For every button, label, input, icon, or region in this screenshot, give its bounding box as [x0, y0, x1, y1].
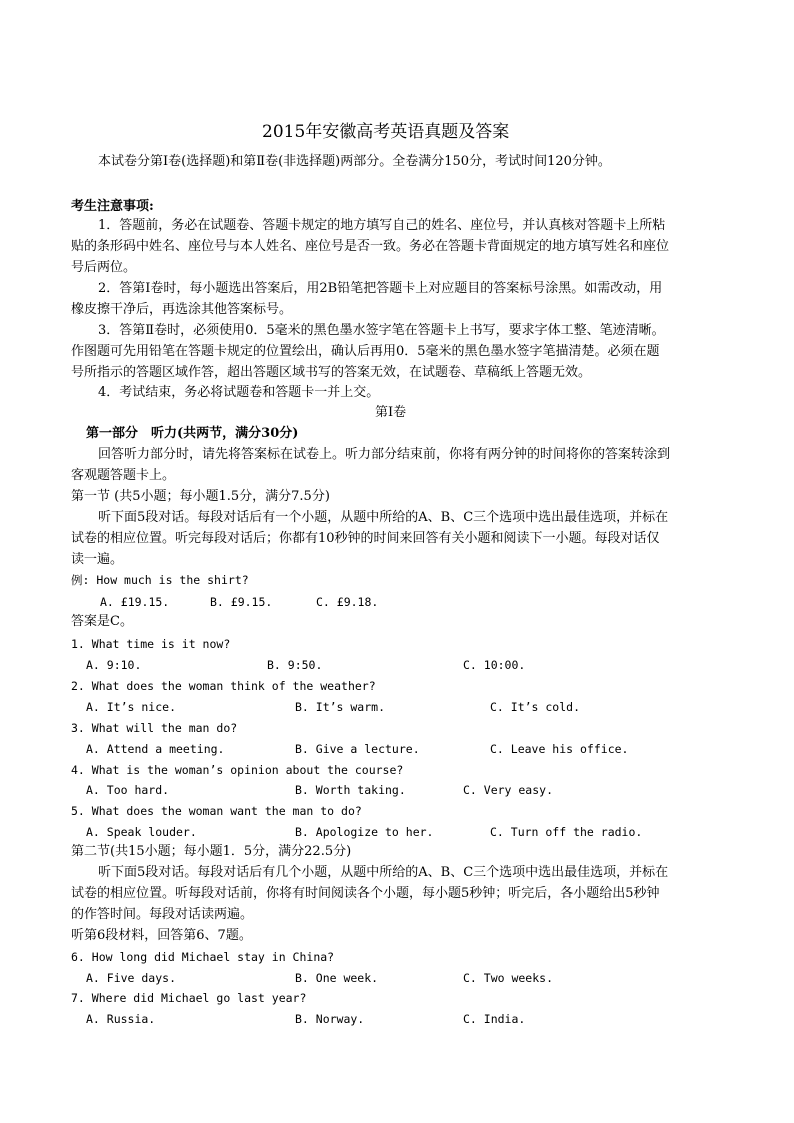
intro-text: 本试卷分第Ⅰ卷(选择题)和第Ⅱ卷(非选择题)两部分。全卷满分150分，考试时间120分钟。: [98, 154, 611, 169]
option-c: C. £9.18.: [316, 595, 379, 609]
option-c: C. Very easy.: [463, 783, 554, 797]
part1-desc: 客观题答题卡上。: [71, 468, 176, 483]
option-a: A. Russia.: [86, 1012, 156, 1026]
section1-desc: 听下面5段对话。每段对话后有一个小题，从题中所给的A、B、C三个选项中选出最佳选项，并标在: [98, 510, 669, 525]
notice-line: 4．考试结束，务必将试题卷和答题卡一并上交。: [98, 385, 380, 400]
part1-desc: 回答听力部分时，请先将答案标在试卷上。听力部分结束前，你将有两分钟的时间将你的答案转涂到: [98, 447, 671, 462]
question-text: 1. What time is it now?: [71, 637, 231, 651]
section1-heading: 第一节 (共5小题；每小题1.5分，满分7.5分): [71, 489, 330, 504]
option-c: C. India.: [463, 1012, 526, 1026]
question-text: 6. How long did Michael stay in China?: [71, 950, 335, 964]
example-answer: 答案是C。: [71, 614, 133, 629]
option-a: A. Speak louder.: [86, 825, 197, 839]
example-question: 例: How much is the shirt?: [71, 573, 249, 587]
option-a: A. Five days.: [86, 971, 177, 985]
section2-heading: 第二节(共15小题；每小题1．5分，满分22.5分): [71, 844, 352, 859]
question-text: 3. What will the man do?: [71, 721, 238, 735]
option-b: B. Apologize to her.: [295, 825, 434, 839]
option-a: A. 9:10.: [86, 658, 142, 672]
option-b: B. £9.15.: [210, 595, 273, 609]
page-title: 2015年安徽高考英语真题及答案: [262, 122, 510, 142]
volume-heading: 第Ⅰ卷: [375, 405, 407, 420]
option-b: B. It’s warm.: [295, 700, 386, 714]
section2-desc: 的作答时间。每段对话读两遍。: [71, 907, 254, 922]
question-text: 5. What does the woman want the man to do?: [71, 804, 362, 818]
section2-desc: 试卷的相应位置。听每段对话前，你将有时间阅读各个小题，每小题5秒钟；听完后，各小题给出5秒钟: [71, 886, 660, 901]
section2-desc: 听下面5段对话。每段对话后有几个小题，从题中所给的A、B、C三个选项中选出最佳选项，并标在: [98, 865, 669, 880]
option-b: B. One week.: [295, 971, 379, 985]
option-c: C. Two weeks.: [463, 971, 554, 985]
notice-line: 橡皮擦干净后，再选涂其他答案标号。: [71, 302, 293, 317]
question-text: 2. What does the woman think of the weather?: [71, 679, 376, 693]
notice-line: 2．答第Ⅰ卷时，每小题选出答案后，用2B铅笔把答题卡上对应题目的答案标号涂黑。如需改动，用: [98, 281, 663, 296]
option-a: A. Too hard.: [86, 783, 170, 797]
option-b: B. Norway.: [295, 1012, 365, 1026]
option-a: A. £19.15.: [100, 595, 170, 609]
notice-line: 号所指示的答题区域作答，超出答题区域书写的答案无效，在试题卷、草稿纸上答题无效。: [71, 365, 592, 380]
option-b: B. 9:50.: [267, 658, 323, 672]
option-c: C. Turn off the radio.: [490, 825, 643, 839]
section1-desc: 试卷的相应位置。听完每段对话后；你都有10秒钟的时间来回答有关小题和阅读下一小题。每段对话仅: [71, 531, 660, 546]
question-text: 4. What is the woman’s opinion about the course?: [71, 763, 404, 777]
section1-desc: 读一遍。: [71, 552, 124, 567]
material-note: 听第6段材料，回答第6、7题。: [71, 928, 252, 943]
option-a: A. Attend a meeting.: [86, 742, 225, 756]
option-a: A. It’s nice.: [86, 700, 177, 714]
option-b: B. Worth taking.: [295, 783, 406, 797]
part1-heading: 第一部分 听力(共两节，满分30分): [86, 426, 299, 441]
notice-line: 号后两位。: [71, 260, 137, 275]
notice-line: 贴的条形码中姓名、座位号与本人姓名、座位号是否一致。务必在答题卡背面规定的地方填写姓名和座位: [71, 239, 670, 254]
notice-line: 1．答题前，务必在试题卷、答题卡规定的地方填写自己的姓名、座位号，并认真核对答题卡上所粘: [98, 218, 666, 233]
notice-line: 3．答第Ⅱ卷时，必须使用0．5毫米的黑色墨水签字笔在答题卡上书写，要求字体工整、笔迹清晰。: [98, 323, 665, 338]
notice-heading: 考生注意事项:: [71, 199, 154, 214]
option-c: C. Leave his office.: [490, 742, 629, 756]
option-b: B. Give a lecture.: [295, 742, 420, 756]
notice-line: 作图题可先用铅笔在答题卡规定的位置绘出，确认后再用0．5毫米的黑色墨水签字笔描清楚。必须在题: [71, 344, 660, 359]
option-c: C. It’s cold.: [490, 700, 581, 714]
option-c: C. 10:00.: [463, 658, 526, 672]
question-text: 7. Where did Michael go last year?: [71, 991, 307, 1005]
